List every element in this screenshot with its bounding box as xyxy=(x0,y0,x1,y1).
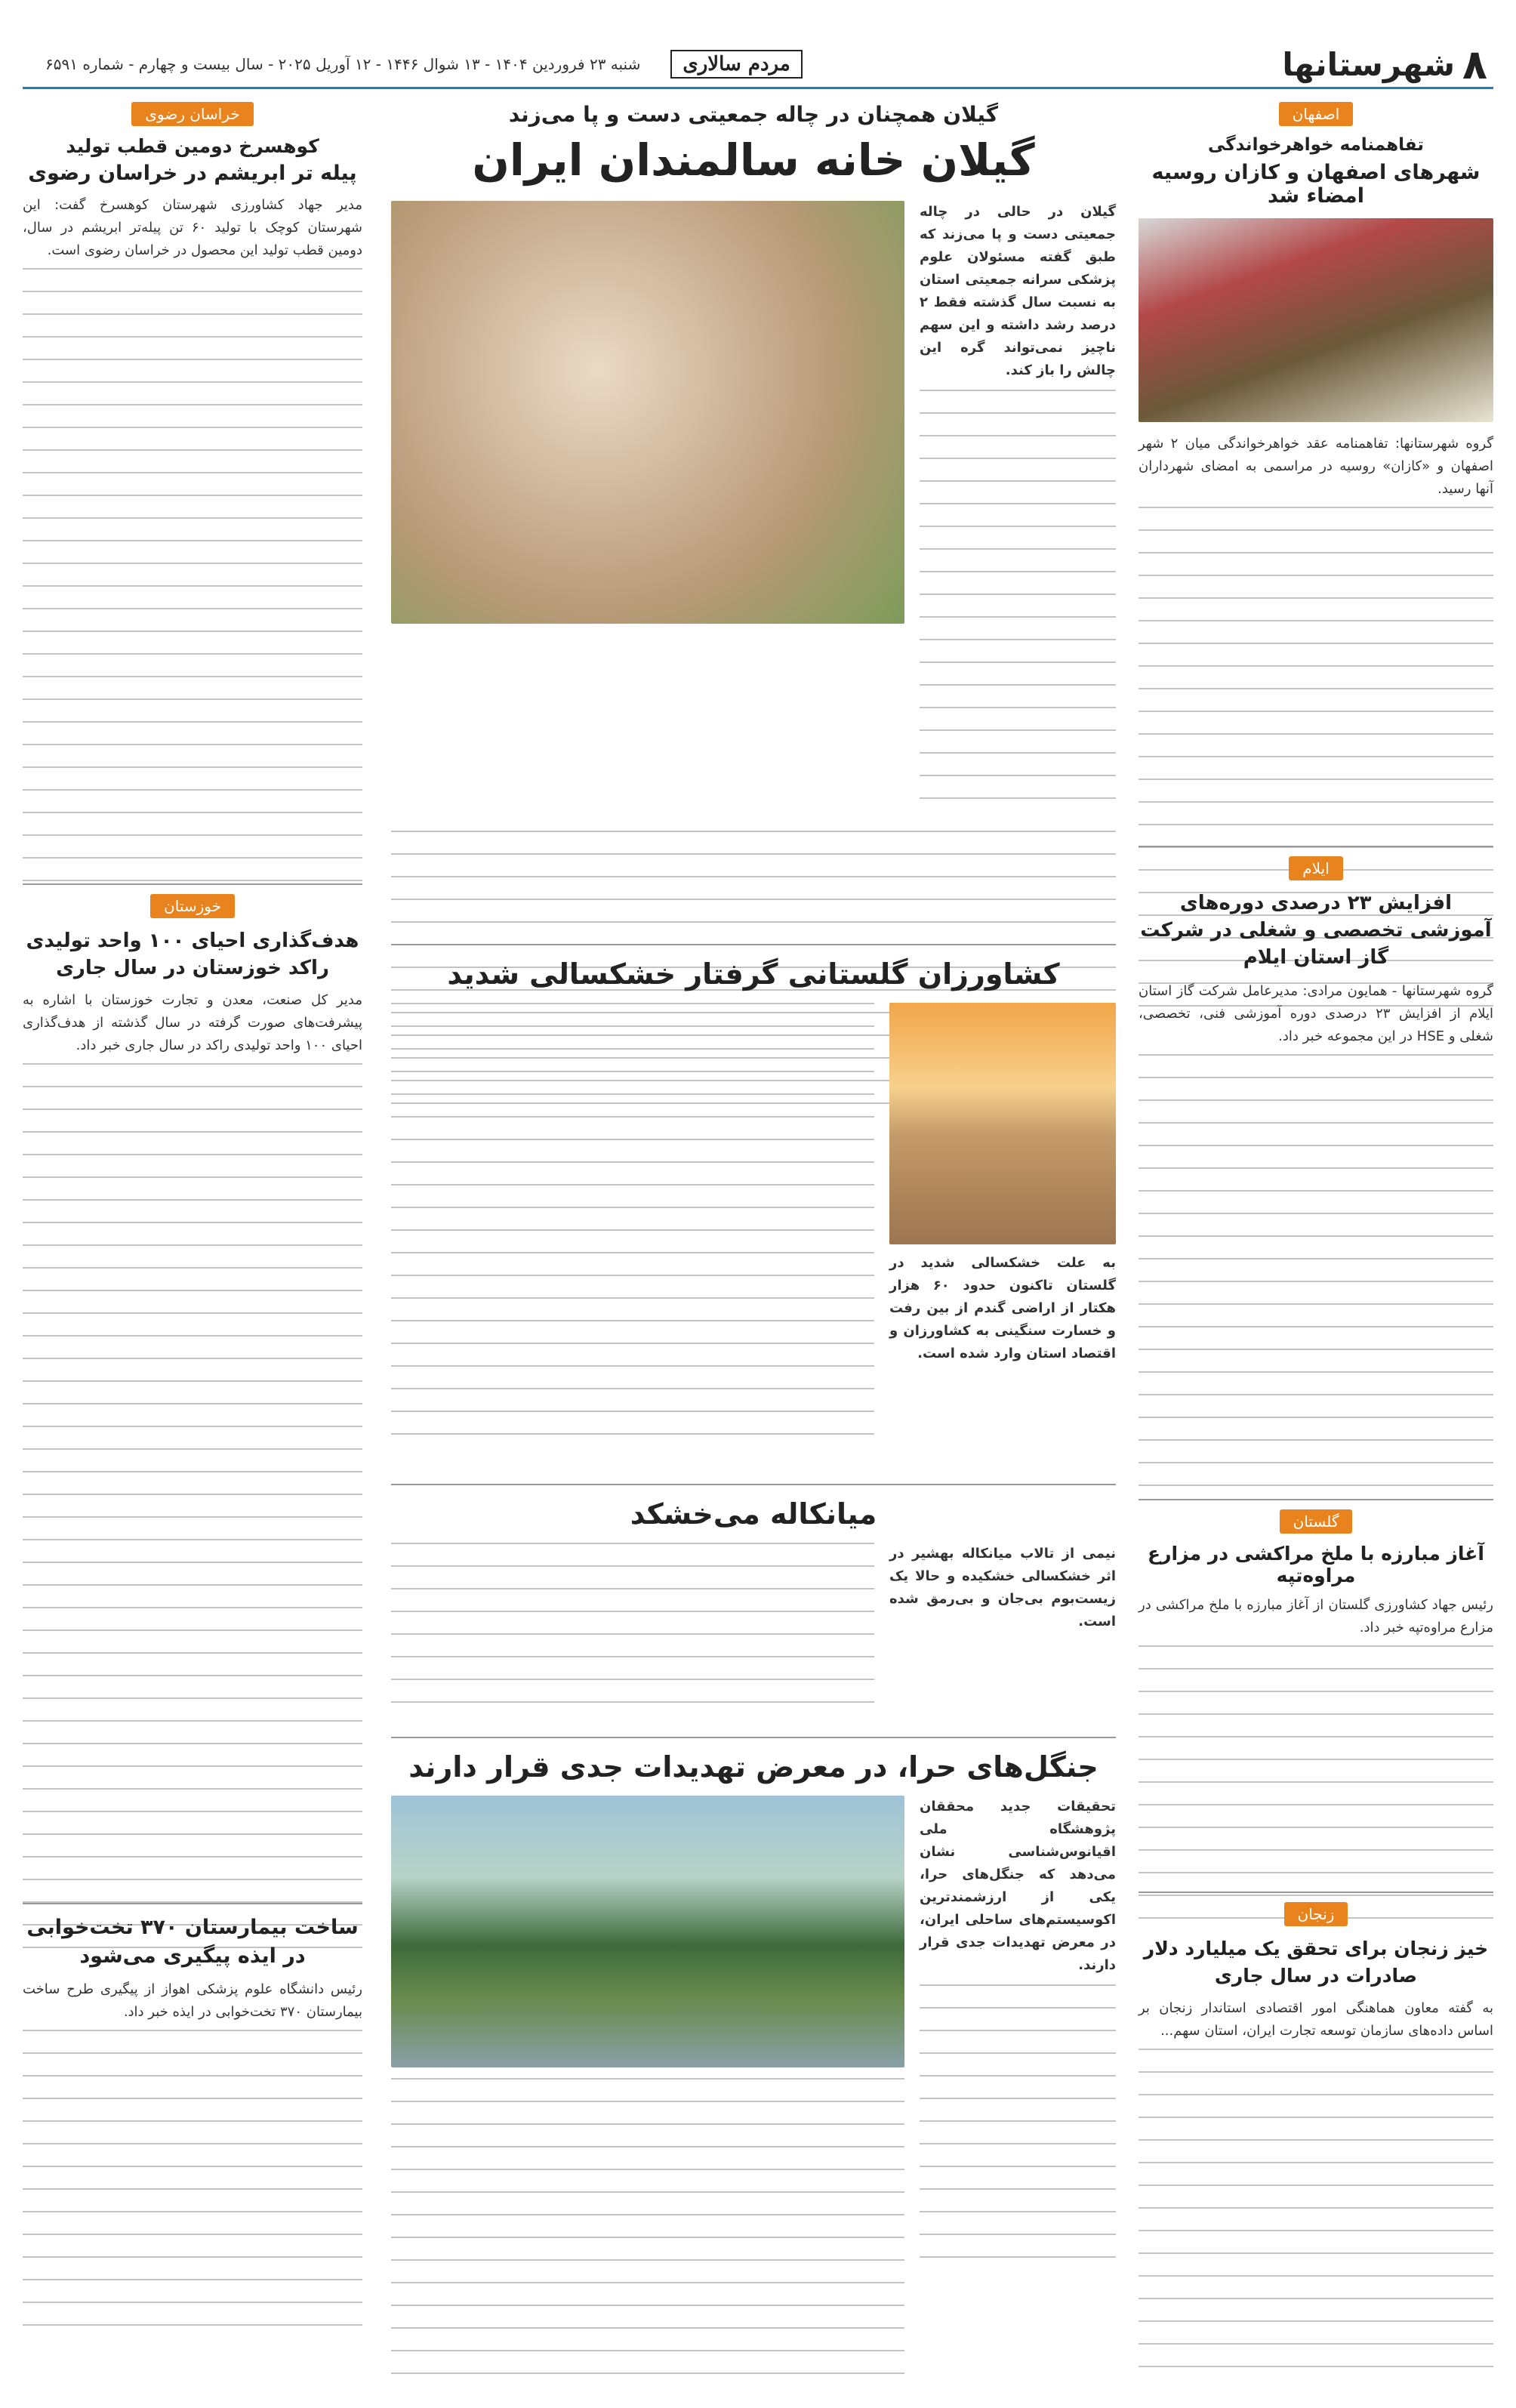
drought-photo xyxy=(889,1003,1116,1244)
golestan-article xyxy=(1139,1499,1493,1932)
gilan-kicker: گیلان همچنان در چاله جمعیتی دست و پا می‌زند xyxy=(508,102,999,127)
tag-khorasan: خراسان رضوی xyxy=(131,102,253,126)
mangrove-lead: تحقیقات جدید محققان پژوهشگاه ملی اقیانوس‌شناسی نشان می‌دهد که جنگل‌های حرا، یکی از ارزشمندترین اکوسیستم‌های ساحلی ایران، در معرض تهدیدات جدی قرار دارند. xyxy=(920,1799,1116,1973)
khuzestan-body: مدیر کل صنعت، معدن و تجارت خوزستان با اشاره به پیشرفت‌های صورت گرفته در سال گذشته از هدف‌گذاری احیای ۱۰۰ واحد تولیدی راکد در سال جاری خبر داد. xyxy=(23,992,362,1053)
tag-khuzestan: خوزستان xyxy=(150,894,235,918)
golestan-headline: آغاز مبارزه با ملخ مراکشی در مزارع مراوه‌تپه xyxy=(1148,1543,1484,1586)
farmers-article xyxy=(391,944,1116,1456)
mitakaleh-lead: نیمی از تالاب میانکاله بهشیر در اثر خشکسالی خشکیده و حالا یک زیست‌بوم بی‌جان و بی‌رمق شده است. xyxy=(889,1546,1116,1629)
tag-golestan: گلستان xyxy=(1280,1509,1353,1534)
gilan-lead: گیلان در حالی در چاله جمعیتی دست و پا می‌زند که طبق گفته مسئولان علوم پزشکی سرانه جمعیتی استان به نسبت سال گذشته فقط ۲ درصد رشد داشته و این سهم ناچیز نمی‌تواند گره این چالش را باز کند. xyxy=(920,204,1116,378)
khorasan-kicker: کوهسرخ دومین قطب تولید xyxy=(66,135,319,157)
ilam-body: گروه شهرستانها - همایون مرادی: مدیرعامل شرکت گاز استان ایلام از افزایش ۲۳ درصدی دوره آموزشی فنی، تخصصی، شغلی و HSE در این مجموعه خبر داد. xyxy=(1139,983,1493,1044)
mangrove-photo xyxy=(391,1796,904,2067)
isfahan-headline: شهرهای اصفهان و کازان روسیه امضاء شد xyxy=(1151,161,1481,208)
zanjan-article xyxy=(1139,1892,1493,2373)
tag-isfahan: اصفهان xyxy=(1279,102,1354,126)
isfahan-photo xyxy=(1139,218,1493,422)
zanjan-body: به گفته معاون هماهنگی امور اقتصادی استاندار زنجان بر اساس داده‌های سازمان توسعه تجارت ایران، استان سهم... xyxy=(1139,2000,1493,2039)
dateline: شنبه ۲۳ فروردین ۱۴۰۴ - ۱۳ شوال ۱۴۴۶ - ۱۲ آوریل ۲۰۲۵ - سال بیست و چهارم - شماره ۶۵۹۱ xyxy=(45,55,641,73)
khuzestan-headline: هدف‌گذاری احیای ۱۰۰ واحد تولیدی راکد خوزستان در سال جاری xyxy=(26,930,359,979)
khorasan-body: مدیر جهاد کشاورزی شهرستان کوهسرخ گفت: این شهرستان کوچک با تولید ۶۰ تن پیله‌تر ابریشم در سال، دومین قطب تولید این محصول در خراسان رضوی است. xyxy=(23,197,363,258)
khuzestan-article xyxy=(23,883,362,1969)
zanjan-headline: خیز زنجان برای تحقق یک میلیارد دلار صادرات در سال جاری xyxy=(1143,1938,1489,1987)
golestan-body: رئیس جهاد کشاورزی گلستان از آغاز مبارزه با ملخ مراکشی در مزارع مراوه‌تپه خبر داد. xyxy=(1139,1597,1493,1636)
section-name: شهرستانها xyxy=(1282,45,1456,83)
hospital-body: رئیس دانشگاه علوم پزشکی اهواز از پیگیری طرح ساخت بیمارستان ۳۷۰ تخت‌خوابی در ایذه خبر داد. xyxy=(23,1981,362,2020)
tag-zanjan: زنجان xyxy=(1284,1902,1348,1926)
farmers-lead: به علت خشکسالی شدید در گلستان تاکنون حدود ۶۰ هزار هکتار از اراضی گندم از بین رفت و خسارت سنگینی به کشاورزان و اقتصاد استان وارد شده است. xyxy=(889,1255,1116,1361)
gilan-headline: گیلان خانه سالمندان ایران xyxy=(472,134,1035,186)
farmers-headline: کشاورزان گلستانی گرفتار خشکسالی شدید xyxy=(447,957,1060,991)
section-number: ۸ xyxy=(1462,40,1487,88)
khorasan-article xyxy=(23,102,362,887)
hospital-headline: ساخت بیمارستان ۳۷۰ تخت‌خوابی در ایذه پیگیری می‌شود xyxy=(26,1916,359,1968)
mangrove-headline: جنگل‌های حرا، در معرض تهدیدات جدی قرار دارند xyxy=(408,1750,1098,1784)
ilam-headline: افزایش ۲۳ درصدی دوره‌های آموزشی تخصصی و شغلی در شرکت گاز استان ایلام xyxy=(1140,892,1492,969)
page-header xyxy=(23,42,1493,89)
mitakaleh-article xyxy=(391,1484,1116,1716)
gilan-photo xyxy=(391,201,904,624)
mitakaleh-headline: میانکاله می‌خشکد xyxy=(630,1497,877,1531)
ilam-article xyxy=(1139,846,1493,1507)
newspaper-logo: مردم سالاری xyxy=(670,50,802,79)
isfahan-body: گروه شهرستانها: تفاهمنامه عقد خواهرخواندگی میان ۲ شهر اصفهان و «کازان» روسیه در مراسمی به امضای شهرداران آنها رسید. xyxy=(1139,436,1493,497)
mangrove-article xyxy=(391,1737,1116,2388)
isfahan-kicker: تفاهمنامه خواهرخواندگی xyxy=(1208,135,1424,155)
tag-ilam: ایلام xyxy=(1289,856,1342,880)
khorasan-headline: پیله تر ابریشم در خراسان رضوی xyxy=(28,162,357,185)
hospital-article xyxy=(23,1903,362,2347)
